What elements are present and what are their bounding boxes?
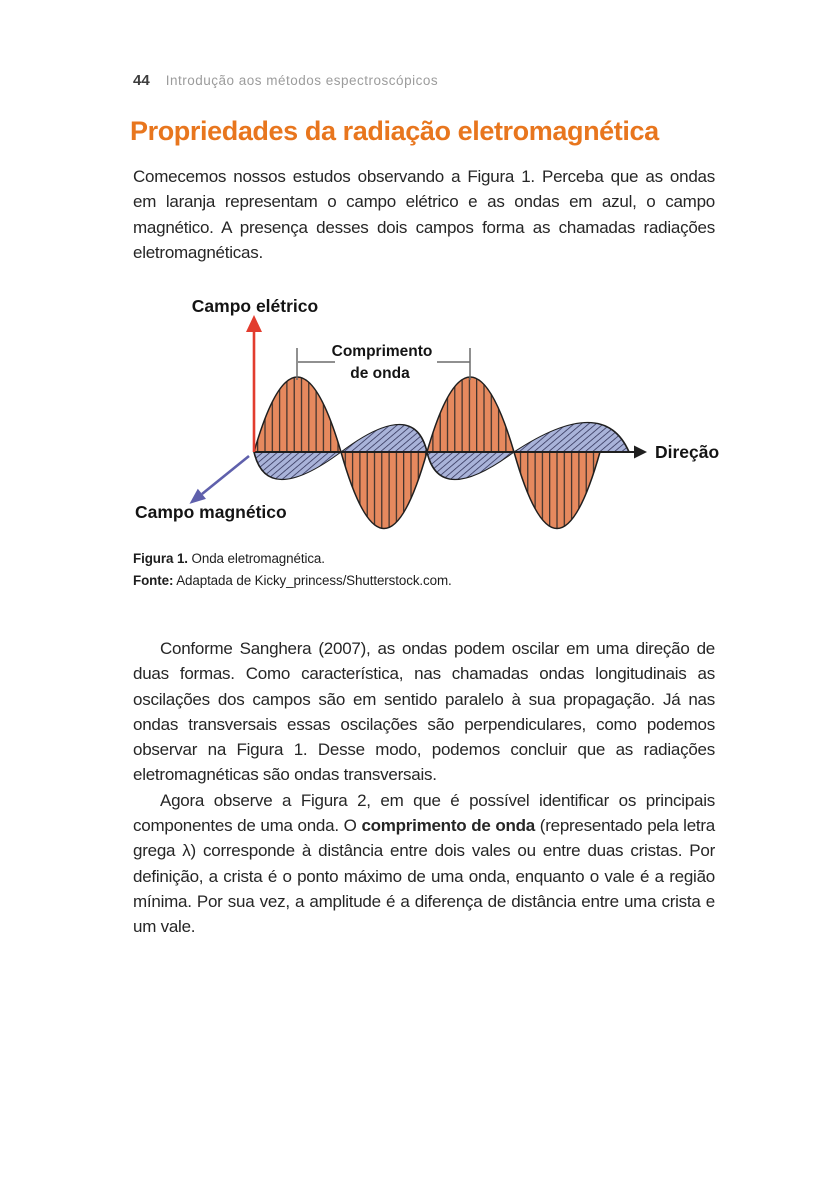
paragraph-intro: Comecemos nossos estudos observando a Figura 1. Perceba que as ondas em laranja representam o campo elétrico e as ondas em azul, o campo magnético. A presença desses dois campos forma as chamadas radiações eletromagnéticas. xyxy=(133,167,715,262)
wavelength-label-line1: Comprimento xyxy=(331,343,433,360)
body-text-block xyxy=(133,636,715,940)
page-number: 44 xyxy=(133,72,150,89)
electric-field-label: Campo elétrico xyxy=(191,296,319,316)
figure-1-electromagnetic-wave xyxy=(130,285,720,545)
wavelength-term-bold: comprimento de onda xyxy=(361,816,535,836)
figure-caption-text: Onda eletromagnética. xyxy=(187,551,325,566)
figure-source-text: Adaptada de Kicky_princess/Shutterstock.com. xyxy=(173,572,452,588)
wavelength-label-line2: de onda xyxy=(350,365,410,382)
figure-caption xyxy=(133,548,693,591)
electromagnetic-wave-diagram xyxy=(130,285,720,545)
section-heading: Propriedades da radiação eletromagnética xyxy=(130,116,659,146)
paragraph-wave-types: Conforme Sanghera (2007), as ondas podem oscilar em uma direção de duas formas. Como característica, nas chamadas ondas longitudinais as oscilações dos campos são em sentido paralelo à sua propagação. Já nas ondas transversais essas oscilações são perpendiculares, como podemos observar na Figura 1. Desse modo, podemos concluir que as radiações eletromagnéticas são ondas transversais. xyxy=(133,639,715,785)
paragraph-text: (representado pela letra grega λ) corresponde à distância entre dois vales ou entre duas cristas. Por definição, a crista é o ponto máximo de uma onda, enquanto o vale é a região mínima. Por sua vez, a amplitude é a diferença de distância entre uma crista e um vale. xyxy=(133,816,715,937)
paragraph-wave-components xyxy=(133,788,715,940)
figure-source-line xyxy=(133,570,693,592)
direction-label: Direção xyxy=(655,442,720,462)
running-header-title: Introdução aos métodos espectroscópicos xyxy=(165,73,439,88)
figure-caption-label: Figura 1. xyxy=(133,551,188,566)
magnetic-field-label: Campo magnético xyxy=(135,502,287,522)
figure-source-label: Fonte: xyxy=(133,572,174,588)
running-header xyxy=(133,72,438,89)
paragraph-text: Agora observe a Figura 2, em que é possível identificar os principais componentes de uma onda. O xyxy=(133,790,715,836)
figure-caption-line xyxy=(133,548,693,570)
